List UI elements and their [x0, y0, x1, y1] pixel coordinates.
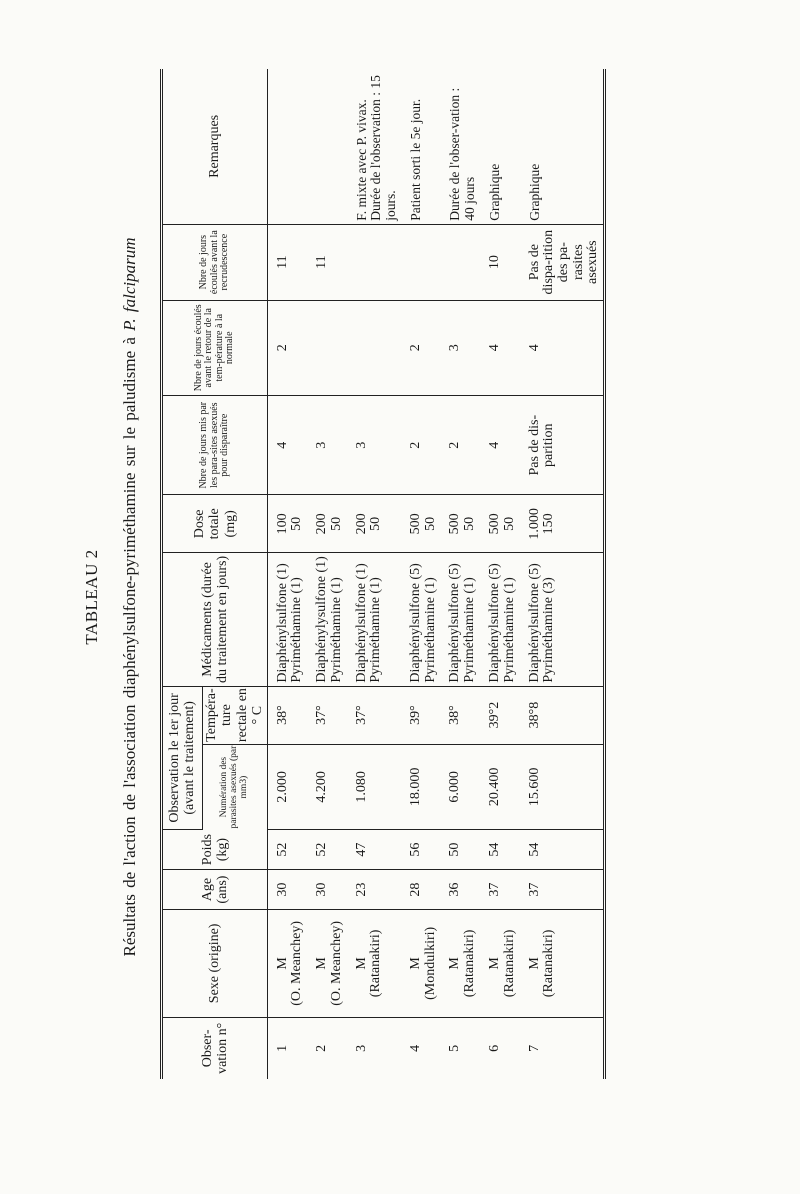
dose-value: 50	[328, 516, 344, 531]
dose-value: 200	[314, 513, 330, 535]
age-cell: 37	[480, 870, 519, 910]
days-parasites-cell: 3	[347, 395, 402, 494]
weight-cell: 52	[267, 830, 307, 870]
table-row	[347, 69, 402, 1079]
origin-value: (Ratanakiri)	[462, 929, 478, 998]
header-day1-group: Observation le 1er jour (avant le traitement)	[162, 686, 203, 830]
sex-origin-cell	[480, 910, 519, 1018]
obs-number-cell: 1	[274, 1044, 290, 1052]
sex-origin-cell	[520, 910, 605, 1018]
days-recrudescence-cell: 11	[307, 224, 346, 300]
table-row	[307, 69, 346, 1079]
sex-origin-cell	[267, 910, 307, 1018]
header-age: Age (ans)	[162, 870, 268, 910]
days-parasites-cell: 2	[440, 395, 480, 494]
days-recrudescence-cell: 10	[480, 224, 519, 300]
dose-value: 200	[353, 513, 369, 535]
remark-cell: Durée de l'obser-vation : 40 jours	[440, 69, 480, 224]
weight-cell: 47	[347, 830, 402, 870]
parasite-count-cell: 6.000	[440, 744, 480, 830]
sex-origin-cell	[347, 910, 402, 1018]
total-dose-cell	[401, 495, 440, 553]
sex-value: M	[274, 957, 290, 970]
header-sex: Sexe (origine)	[162, 910, 268, 1018]
drug-name: Diaphénylsulfone (5)	[487, 563, 503, 683]
origin-value: (Mondulkiri)	[422, 926, 438, 1000]
days-temperature-cell	[307, 300, 346, 395]
days-temperature-cell: 2	[267, 300, 307, 395]
obs-number-cell: 7	[526, 1044, 542, 1052]
dose-value: 50	[289, 516, 305, 531]
subtitle-species: P. falciparum	[120, 237, 139, 331]
header-dose: Dose totale (mg)	[162, 495, 268, 553]
days-parasites-cell: 3	[307, 395, 346, 494]
total-dose-cell	[440, 495, 480, 553]
medications-cell	[401, 553, 440, 686]
dose-value: 50	[501, 516, 517, 531]
table-title: TABLEAU 2	[82, 549, 101, 645]
obs-number-cell: 4	[408, 1044, 424, 1052]
medications-cell	[307, 553, 346, 686]
dose-value: 50	[368, 516, 384, 531]
header-temperature: Tempéra-ture rectale en ° C	[202, 686, 267, 744]
table-row	[267, 69, 307, 1079]
sex-origin-cell	[401, 910, 440, 1018]
header-weight: Poids (kg)	[162, 830, 268, 870]
origin-value: (Ratanakiri)	[541, 929, 557, 998]
days-parasites-cell: 4	[267, 395, 307, 494]
sex-value: M	[314, 957, 330, 970]
weight-cell: 56	[401, 830, 440, 870]
obs-number-cell: 6	[487, 1044, 503, 1052]
remark-cell	[307, 69, 346, 224]
days-temperature-cell	[347, 300, 402, 395]
temperature-cell: 38°	[440, 686, 480, 744]
days-recrudescence-cell: Pas de dispa-rition des pa-rasites asexués	[520, 224, 605, 300]
table-row	[401, 69, 440, 1079]
dose-value: 1.000	[526, 508, 542, 540]
sex-origin-cell	[307, 910, 346, 1018]
header-remarks: Remarques	[162, 69, 268, 224]
sex-value: M	[408, 957, 424, 970]
temperature-cell: 37°	[347, 686, 402, 744]
days-recrudescence-cell	[440, 224, 480, 300]
weight-cell: 52	[307, 830, 346, 870]
days-temperature-cell: 2	[401, 300, 440, 395]
days-parasites-cell: 4	[480, 395, 519, 494]
header-days-temperature: Nbre de jours écoulés avant le retour de la tem-pérature à la normale	[162, 300, 268, 395]
drug-name: Pyriméthamine (1)	[501, 577, 517, 683]
remark-cell: Graphique	[480, 69, 519, 224]
obs-number-cell: 3	[353, 1044, 369, 1052]
sex-value: M	[487, 957, 503, 970]
origin-value: (Ratanakiri)	[501, 929, 517, 998]
age-cell: 37	[520, 870, 605, 910]
medications-cell	[480, 553, 519, 686]
results-table	[160, 69, 606, 1079]
age-cell: 30	[307, 870, 346, 910]
medications-cell	[520, 553, 605, 686]
drug-name: Pyriméthamine (1)	[328, 577, 344, 683]
parasite-count-cell: 1.080	[347, 744, 402, 830]
temperature-cell: 37°	[307, 686, 346, 744]
medications-cell	[267, 553, 307, 686]
drug-name: Pyriméthamine (1)	[368, 577, 384, 683]
weight-cell: 54	[480, 830, 519, 870]
drug-name: Diaphénylsulfone (5)	[447, 563, 463, 683]
remark-cell	[267, 69, 307, 224]
temperature-cell: 39°	[401, 686, 440, 744]
obs-number-cell: 5	[447, 1044, 463, 1052]
table-body	[267, 69, 604, 1079]
drug-name: Diaphénylsulfone (1)	[274, 563, 290, 683]
days-recrudescence-cell	[347, 224, 402, 300]
table-row	[520, 69, 605, 1079]
age-cell: 23	[347, 870, 402, 910]
sex-value: M	[353, 957, 369, 970]
remark-cell: Graphique	[520, 69, 605, 224]
table-subtitle	[120, 0, 140, 1194]
weight-cell: 54	[520, 830, 605, 870]
days-parasites-cell: Pas de dis-parition	[520, 395, 605, 494]
days-parasites-cell: 2	[401, 395, 440, 494]
drug-name: Pyriméthamine (1)	[289, 577, 305, 683]
header-parasites: Numération des parasites asexués (par mm3)	[202, 744, 267, 830]
sex-origin-cell	[440, 910, 480, 1018]
parasite-count-cell: 2.000	[267, 744, 307, 830]
age-cell: 30	[267, 870, 307, 910]
dose-value: 500	[487, 513, 503, 535]
drug-name: Diaphénylysulfone (1)	[314, 556, 330, 683]
parasite-count-cell: 20.400	[480, 744, 519, 830]
weight-cell: 50	[440, 830, 480, 870]
origin-value: (O. Meanchey)	[328, 921, 344, 1006]
table-row	[480, 69, 519, 1079]
header-days-recrudescence: Nbre de jours écoulés avant la recrudescence	[162, 224, 268, 300]
age-cell: 28	[401, 870, 440, 910]
medications-cell	[440, 553, 480, 686]
origin-value: (Ratanakiri)	[368, 929, 384, 998]
sex-value: M	[447, 957, 463, 970]
dose-value: 500	[408, 513, 424, 535]
dose-value: 500	[447, 513, 463, 535]
drug-name: Pyriméthamine (3)	[541, 577, 557, 683]
table-row	[440, 69, 480, 1079]
parasite-count-cell: 18.000	[401, 744, 440, 830]
days-recrudescence-cell: 11	[267, 224, 307, 300]
total-dose-cell	[307, 495, 346, 553]
header-drugs: Médicaments (durée du traitement en jours)	[162, 553, 268, 686]
header-days-parasites: Nbre de jours mis par les para-sites asexués pour disparaître	[162, 395, 268, 494]
days-temperature-cell: 4	[480, 300, 519, 395]
dose-value: 150	[541, 513, 557, 535]
subtitle-text: Résultats de l'action de l'association diaphénylsulfone-pyriméthamine sur le paludisme à	[120, 330, 139, 957]
total-dose-cell	[520, 495, 605, 553]
total-dose-cell	[347, 495, 402, 553]
drug-name: Pyriméthamine (1)	[462, 577, 478, 683]
medications-cell	[347, 553, 402, 686]
dose-value: 50	[462, 516, 478, 531]
obs-number-cell: 2	[314, 1044, 330, 1052]
temperature-cell: 39°2	[480, 686, 519, 744]
temperature-cell: 38°	[267, 686, 307, 744]
days-recrudescence-cell	[401, 224, 440, 300]
parasite-count-cell: 4.200	[307, 744, 346, 830]
dose-value: 50	[422, 516, 438, 531]
drug-name: Diaphénylsulfone (1)	[353, 563, 369, 683]
total-dose-cell	[267, 495, 307, 553]
remark-cell: Patient sorti le 5e jour.	[401, 69, 440, 224]
temperature-cell: 38°8	[520, 686, 605, 744]
drug-name: Pyriméthamine (1)	[422, 577, 438, 683]
drug-name: Diaphénylsulfone (5)	[408, 563, 424, 683]
days-temperature-cell: 3	[440, 300, 480, 395]
header-observation: Obser-vation n°	[199, 1022, 230, 1074]
days-temperature-cell: 4	[520, 300, 605, 395]
parasite-count-cell: 15.600	[520, 744, 605, 830]
remark-cell: F. mixte avec P. vivax. Durée de l'observation : 15 jours.	[347, 69, 402, 224]
drug-name: Diaphénylsulfone (5)	[526, 563, 542, 683]
sex-value: M	[526, 957, 542, 970]
dose-value: 100	[274, 513, 290, 535]
total-dose-cell	[480, 495, 519, 553]
age-cell: 36	[440, 870, 480, 910]
origin-value: (O. Meanchey)	[289, 921, 305, 1006]
